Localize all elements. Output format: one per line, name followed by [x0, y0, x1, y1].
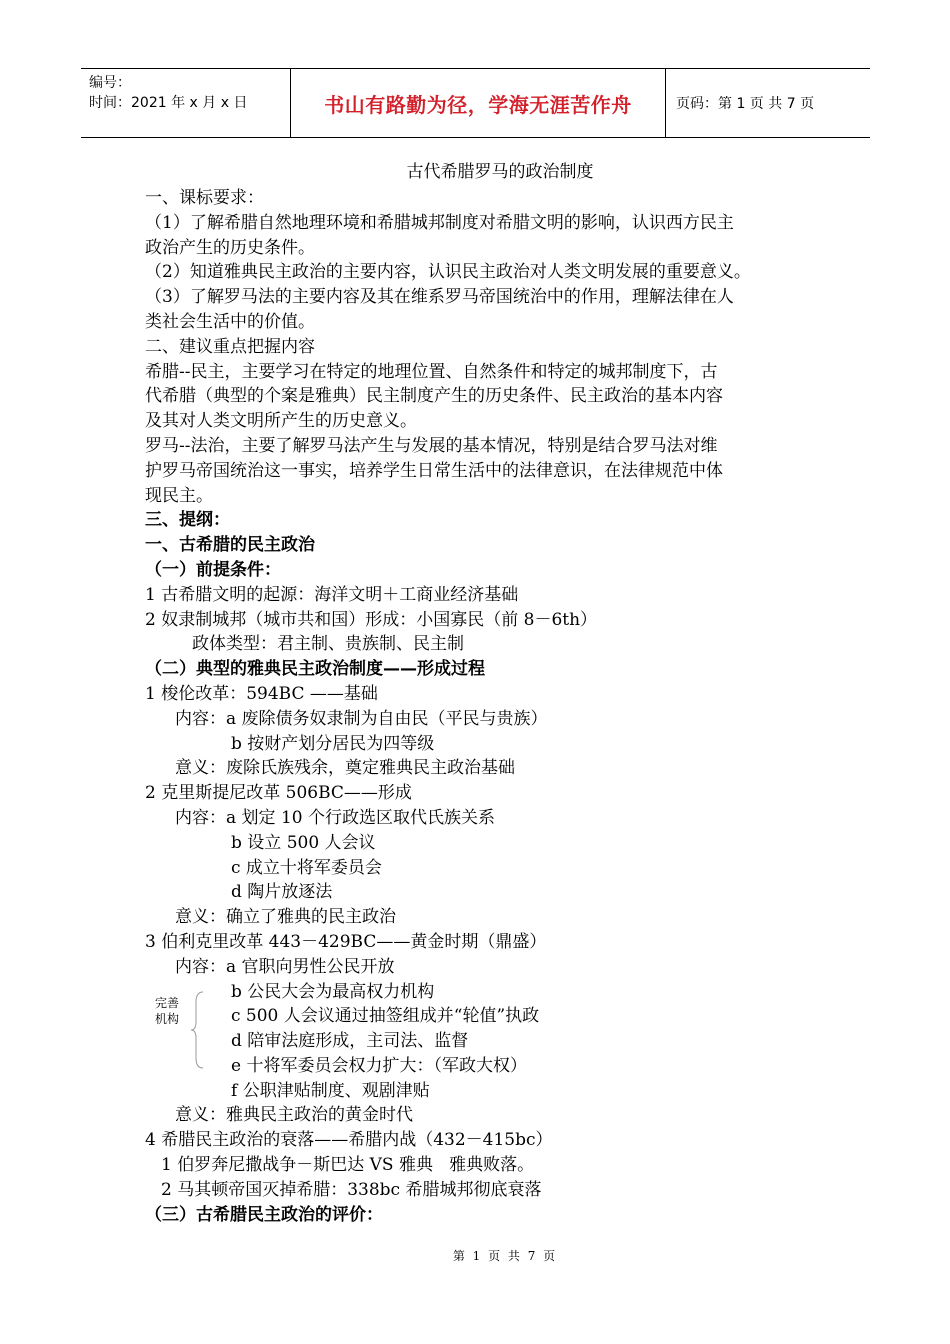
- reform-content: e 十将军委员会权力扩大：（军政大权）: [231, 1055, 527, 1076]
- text-line: 护罗马帝国统治这一事实，培养学生日常生活中的法律意识，在法律规范中体: [145, 460, 723, 481]
- reform-title: 4 希腊民主政治的衰落——希腊内战（432－415bc）: [145, 1130, 553, 1151]
- reform-title: 2 克里斯提尼改革 506BC——形成: [145, 783, 412, 804]
- reform-meaning: 意义：确立了雅典的民主政治: [175, 907, 396, 928]
- text-line: 类社会生活中的价值。: [145, 311, 315, 332]
- header-table: [81, 68, 870, 138]
- reform-meaning: 意义：雅典民主政治的黄金时代: [175, 1105, 413, 1126]
- reform-title: 3 伯利克里改革 443－429BC——黄金时期（鼎盛）: [145, 931, 547, 952]
- reform-content: b 按财产划分居民为四等级: [231, 733, 435, 754]
- side-note-line: 机构: [155, 1012, 180, 1026]
- reform-meaning: 意义：废除氏族残余，奠定雅典民主政治基础: [175, 758, 515, 779]
- reform-content: 内容：a 官职向男性公民开放: [175, 956, 395, 977]
- text-line: 一、课标要求：: [145, 188, 264, 208]
- reform-content: d 陪审法庭形成，主司法、监督: [231, 1031, 469, 1052]
- text-line: 现民主。: [145, 485, 213, 506]
- motto: 书山有路勤为径，学海无涯苦作舟: [290, 69, 666, 137]
- header-left-cell: [81, 69, 290, 137]
- text-line: 希腊--民主，主要学习在特定的地理位置、自然条件和特定的城邦制度下，古: [145, 361, 718, 382]
- page-footer: 第 1 页 共 7 页: [452, 1249, 558, 1263]
- subsection-heading: （二）典型的雅典民主政治制度——形成过程: [145, 659, 485, 680]
- page-title: 古代希腊罗马的政治制度: [406, 162, 594, 182]
- reform-content: 内容：a 划定 10 个行政选区取代氏族关系: [175, 807, 495, 828]
- reform-content: b 公民大会为最高权力机构: [231, 981, 435, 1002]
- document-body: [145, 158, 825, 1227]
- reform-content: c 500 人会议通过抽签组成并“轮值”执政: [231, 1006, 540, 1027]
- page-label: 页码：第 1 页 共 7 页: [676, 96, 815, 112]
- text-line: （2）知道雅典民主政治的主要内容，认识民主政治对人类文明发展的重要意义。: [145, 262, 751, 283]
- text-line: （3）了解罗马法的主要内容及其在维系罗马帝国统治中的作用，理解法律在人: [145, 287, 734, 308]
- text-line: （1）了解希腊自然地理环境和希腊城邦制度对希腊文明的影响，认识西方民主: [145, 212, 734, 233]
- reform-title: 1 梭伦改革：594BC ——基础: [145, 683, 378, 704]
- text-line: 罗马--法治，主要了解罗马法产生与发展的基本情况，特别是结合罗马法对维: [145, 435, 718, 456]
- date-label: 时间：2021 年 x 月 x 日: [89, 95, 248, 111]
- reform-content: c 成立十将军委员会: [231, 857, 382, 878]
- outline-heading: 三、提纲：: [145, 510, 230, 531]
- list-item: 1 古希腊文明的起源：海洋文明＋工商业经济基础: [145, 584, 519, 605]
- reform-content: b 设立 500 人会议: [231, 832, 376, 853]
- subsection-heading: （三）古希腊民主政治的评价：: [145, 1204, 383, 1225]
- section-heading: 一、古希腊的民主政治: [145, 535, 315, 556]
- list-item: 2 马其顿帝国灭掉希腊：338bc 希腊城邦彻底衰落: [161, 1179, 542, 1200]
- list-item: 2 奴隶制城邦（城市共和国）形成：小国寡民（前 8－6th）: [145, 609, 598, 630]
- reform-content: d 陶片放逐法: [231, 882, 333, 903]
- text-line: 二、建议重点把握内容: [145, 336, 315, 357]
- reform-content: f 公职津贴制度、观剧津贴: [231, 1080, 430, 1101]
- brace-icon: [190, 990, 206, 1070]
- text-line: 及其对人类文明所产生的历史意义。: [145, 411, 417, 432]
- reform-content: 内容：a 废除债务奴隶制为自由民（平民与贵族）: [175, 708, 548, 729]
- polity-line: 政体类型：君主制、贵族制、民主制: [192, 634, 464, 655]
- text-line: 代希腊（典型的个案是雅典）民主制度产生的历史条件、民主政治的基本内容: [145, 386, 723, 407]
- side-note-line: 完善: [155, 996, 180, 1010]
- text-line: 政治产生的历史条件。: [145, 237, 315, 258]
- number-label: 编号：: [89, 75, 131, 91]
- subsection-heading: （一）前提条件：: [145, 559, 281, 580]
- side-note: [155, 995, 185, 1027]
- list-item: 1 伯罗奔尼撒战争－斯巴达 VS 雅典 雅典败落。: [161, 1155, 535, 1176]
